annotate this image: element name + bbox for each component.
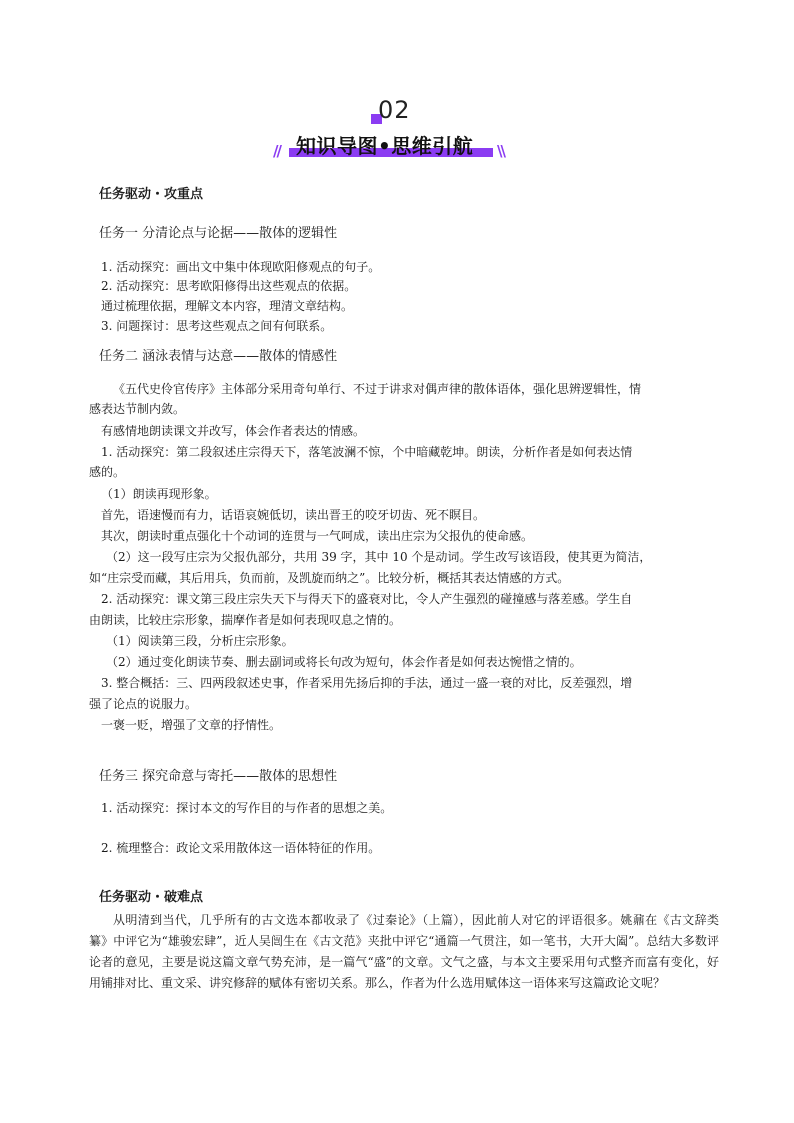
task1-title: 任务一 分清论点与论据——散体的逻辑性 bbox=[99, 226, 338, 241]
task3-title: 任务三 探究命意与寄托——散体的思想性 bbox=[99, 769, 338, 784]
right-slash-decoration: \\ bbox=[497, 142, 504, 160]
section-number: 02 bbox=[378, 96, 411, 124]
task2-line-13: （1）阅读第三段，分析庄宗形象。 bbox=[106, 634, 294, 648]
task2-line-7: 首先，语速慢而有力，话语哀婉低切，读出晋王的咬牙切齿、死不瞑目。 bbox=[101, 508, 486, 522]
task1-item-1: 1. 活动探究：画出文中集中体现欧阳修观点的句子。 bbox=[101, 260, 381, 274]
task3-item-2: 2. 梳理整合：政论文采用散体这一语体特征的作用。 bbox=[101, 841, 381, 855]
task2-line-1: 《五代史伶官传序》主体部分采用奇句单行、不过于讲求对偶声律的散体语体，强化思辨逻辑性，情 bbox=[113, 382, 642, 396]
task1-item-3: 通过梳理依据，理解文本内容，理清文章结构。 bbox=[101, 299, 354, 313]
task2-line-8: 其次，朗读时重点强化十个动词的连贯与一气呵成，读出庄宗为父报仇的使命感。 bbox=[101, 529, 534, 543]
left-slash-decoration: // bbox=[273, 142, 280, 160]
task2-line-9: （2）这一段写庄宗为父报仇部分，共用 39 字，其中 10 个是动词。学生改写该语段，使其更为简洁， bbox=[106, 550, 652, 564]
section1-heading: 任务驱动・攻重点 bbox=[99, 187, 204, 202]
task2-line-16: 强了论点的说服力。 bbox=[89, 697, 198, 711]
task2-line-11: 2. 活动探究：课文第三段庄宗失天下与得天下的盛衰对比，令人产生强烈的碰撞感与落差感。学生自 bbox=[101, 592, 633, 606]
task1-item-4: 3. 问题探讨：思考这些观点之间有何联系。 bbox=[101, 319, 333, 333]
task2-line-3: 有感情地朗读课文并改写，体会作者表达的情感。 bbox=[101, 424, 366, 438]
section-header bbox=[0, 96, 794, 166]
task3-item-1: 1. 活动探究：探讨本文的写作目的与作者的思想之美。 bbox=[101, 801, 393, 815]
section2-paragraph: 从明清到当代，几乎所有的古文选本都收录了《过秦论》（上篇），因此前人对它的评语很多。姚鼐在《古文辞类纂》中评它为“雄骏宏肆”，近人吴闿生在《古文范》夹批中评它“通篇一气贯注，如一笔书，大开大阖”。总结大多数评论者的意见，主要是说这篇文章气势充沛，是一篇气“盛”的文章。文气之盛，与本文主要采用句式整齐而富有变化，好用铺排对比、重文采、讲究修辞的赋体有密切关系。那么，作者为什么选用赋体这一语体来写这篇政论文呢？ bbox=[89, 913, 719, 990]
task2-line-10: 如“庄宗受而藏，其后用兵，负而前，及凯旋而纳之”。比较分析，概括其表达情感的方式。 bbox=[89, 571, 570, 585]
task2-line-5: 感的。 bbox=[89, 465, 126, 479]
task2-line-12: 由朗读，比较庄宗形象，揣摩作者是如何表现叹息之情的。 bbox=[89, 613, 402, 627]
task2-line-6: （1）朗读再现形象。 bbox=[101, 487, 217, 501]
task2-line-4: 1. 活动探究：第二段叙述庄宗得天下，落笔波澜不惊，个中暗藏乾坤。朗读，分析作者是如何表达情 bbox=[101, 445, 633, 459]
task2-line-14: （2）通过变化朗读节奏、删去副词或将长句改为短句，体会作者是如何表达惋惜之情的。 bbox=[106, 655, 582, 669]
task2-title: 任务二 涵泳表情与达意——散体的情感性 bbox=[99, 349, 338, 364]
task2-line-15: 3. 整合概括：三、四两段叙述史事，作者采用先扬后抑的手法，通过一盛一衰的对比，反差强烈，增 bbox=[101, 676, 633, 690]
section-title: 知识导图•思维引航 bbox=[296, 134, 474, 158]
section2-heading: 任务驱动・破难点 bbox=[99, 890, 204, 905]
task2-line-17: 一褒一贬，增强了文章的抒情性。 bbox=[101, 718, 282, 732]
task1-item-2: 2. 活动探究：思考欧阳修得出这些观点的依据。 bbox=[101, 279, 357, 293]
task2-line-2: 感表达节制内敛。 bbox=[89, 402, 186, 416]
